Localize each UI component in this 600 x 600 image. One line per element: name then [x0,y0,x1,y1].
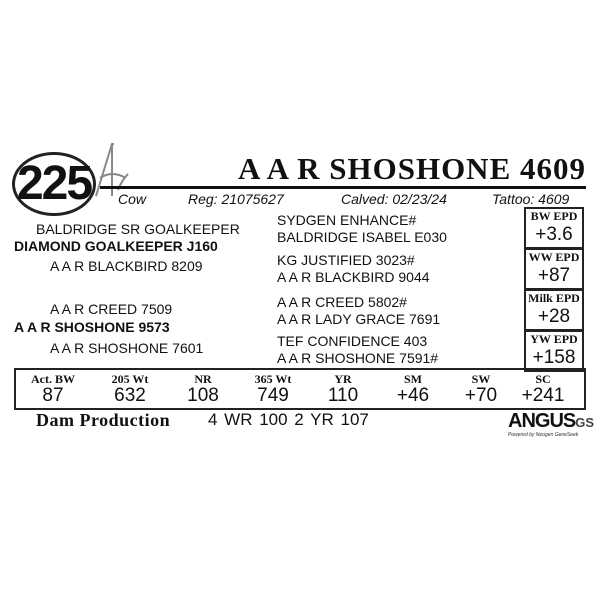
ancestor: BALDRIDGE ISABEL E030 [277,229,447,245]
sire-dam: A A R BLACKBIRD 8209 [50,258,203,274]
stat-value-yr: 110 [327,385,359,406]
calved-date: Calved: 02/23/24 [341,191,447,207]
logo-tagline: Powered by Neogen GeneSeek [508,432,579,438]
epd-value-milk: +28 [537,306,571,327]
registration-number: Reg: 21075627 [188,191,284,207]
ancestor: SYDGEN ENHANCE# [277,212,417,228]
stat-value-sm: +46 [396,385,430,406]
epd-label-milk: Milk EPD [528,291,580,305]
angus-logo-text: ANGUS [508,410,576,432]
stat-value-nr: 108 [187,385,219,406]
tattoo: Tattoo: 4609 [492,191,570,207]
stat-label-act-bw: Act. BW [31,372,75,386]
epd-value-ww: +87 [537,265,571,286]
epd-value-bw: +3.6 [535,224,573,245]
stat-value-act-bw: 87 [42,385,64,406]
ancestor: A A R CREED 5802# [277,294,407,310]
stat-label-sc: SC [535,372,551,386]
stat-label-365-wt: 365 Wt [254,372,292,386]
ancestor: TEF CONFIDENCE 403 [277,333,428,349]
sire-sire: BALDRIDGE SR GOALKEEPER [36,221,240,237]
ancestor: A A R BLACKBIRD 9044 [277,269,430,285]
dam-production-label: Dam Production [36,410,171,430]
sire: DIAMOND GOALKEEPER J160 [14,238,218,254]
ancestor: A A R LADY GRACE 7691 [277,311,441,327]
sex-label: Cow [118,191,147,207]
stat-label-yr: YR [334,372,352,386]
ancestor: A A R SHOSHONE 7591# [277,350,439,366]
stat-label-205-wt: 205 Wt [111,372,149,386]
angus-gs-logo [508,410,594,434]
stat-value-205-wt: 632 [114,385,146,406]
animal-name: A A R SHOSHONE 4609 [237,151,586,186]
header-rule [100,186,586,189]
stat-label-sm: SM [404,372,422,386]
dam-dam: A A R SHOSHONE 7601 [50,340,204,356]
stat-value-sc: +241 [521,385,565,406]
ancestor: KG JUSTIFIED 3023# [277,252,415,268]
gs-logo-text: GS [575,415,595,430]
stat-label-sw: SW [471,372,491,386]
stat-value-sw: +70 [464,385,498,406]
dam: A A R SHOSHONE 9573 [14,319,170,335]
stat-value-365-wt: 749 [257,385,289,406]
stat-label-nr: NR [194,372,212,386]
epd-label-yw: YW EPD [530,332,578,346]
dam-sire: A A R CREED 7509 [50,301,173,317]
epd-label-ww: WW EPD [528,250,580,264]
epd-value-yw: +158 [532,347,576,368]
dam-production-values: 4 WR 100 2 YR 107 [208,410,369,429]
lot-number: 225 [16,157,92,210]
epd-label-bw: BW EPD [530,209,578,223]
